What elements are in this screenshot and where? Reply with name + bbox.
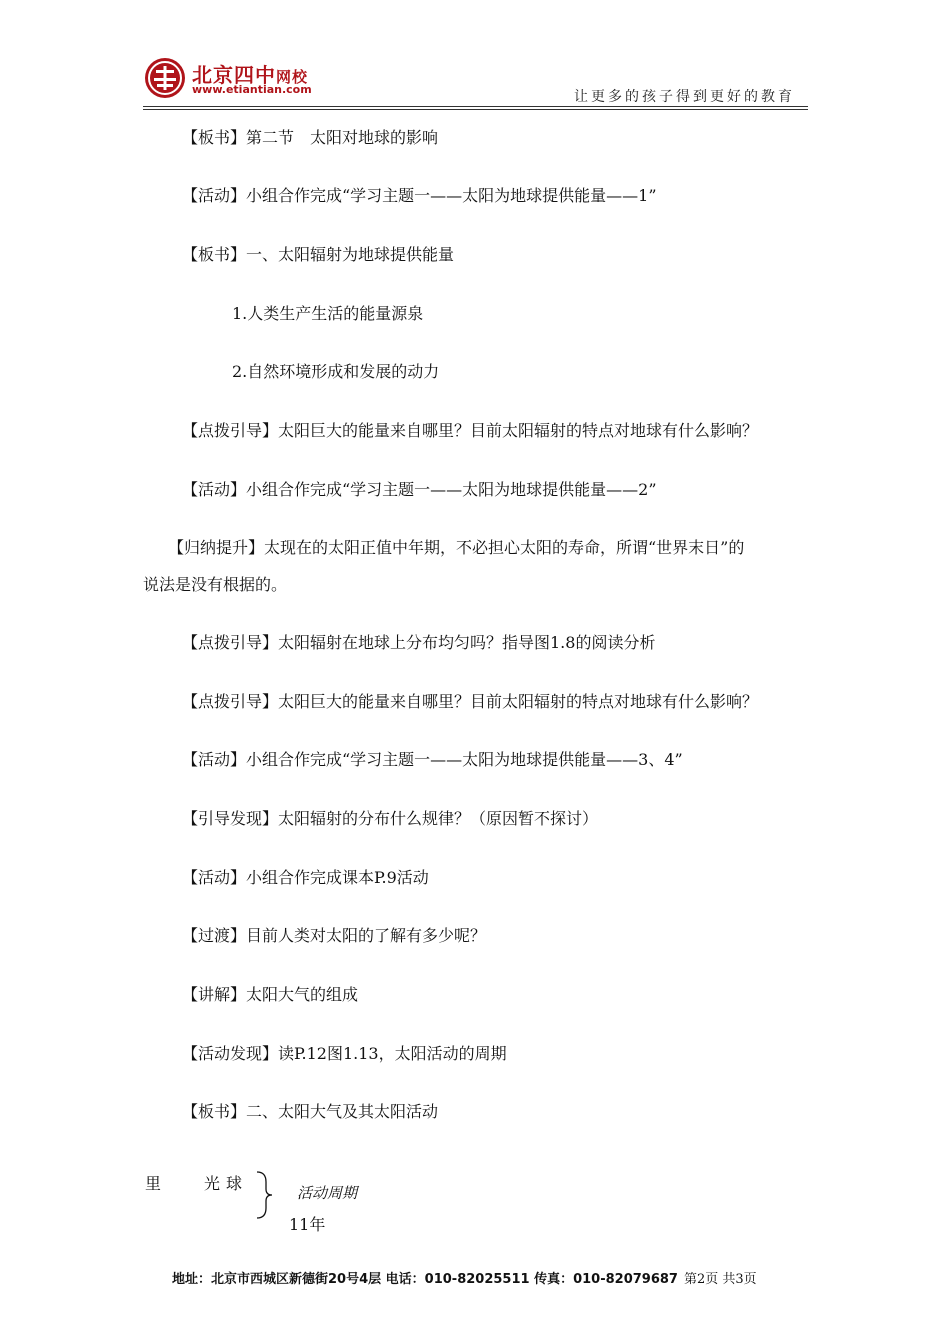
footer-address: 地址：北京市西城区新德街20号4层 电话：010-82025511 传真：010-82079687 — [172, 1272, 678, 1287]
diagram-activity-label: 活动周期 — [297, 1184, 358, 1202]
body-line: 【引导发现】太阳辐射的分布什么规律？（原因暂不探讨） — [182, 809, 599, 828]
header-divider — [143, 106, 808, 107]
page-number: 第2页 共3页 — [683, 1272, 757, 1287]
body-line: 【讲解】太阳大气的组成 — [182, 985, 359, 1004]
page-header — [0, 0, 950, 110]
body-line: 【板书】第二节 太阳对地球的影响 — [182, 128, 439, 147]
body-line: 说法是没有根据的。 — [143, 575, 288, 594]
logo-text-main: 北京四中 — [192, 63, 276, 87]
body-line: 【点拨引导】太阳巨大的能量来自哪里？目前太阳辐射的特点对地球有什么影响？ — [182, 692, 759, 711]
school-logo-icon — [143, 56, 187, 100]
logo-text-sub: 网校 — [276, 68, 309, 86]
diagram-layer-label: 光球 — [204, 1174, 249, 1193]
body-line: 【活动】小组合作完成课本P.9活动 — [182, 868, 429, 887]
page-footer — [172, 1268, 757, 1287]
body-line: 【点拨引导】太阳巨大的能量来自哪里？目前太阳辐射的特点对地球有什么影响？ — [182, 421, 759, 440]
body-line: 【点拨引导】太阳辐射在地球上分布均匀吗？指导图1.8的阅读分析 — [182, 633, 656, 652]
header-slogan: 让更多的孩子得到更好的教育 — [574, 89, 795, 105]
body-line: 【活动】小组合作完成“学习主题一——太阳为地球提供能量——3、4” — [182, 750, 683, 769]
body-line: 【板书】一、太阳辐射为地球提供能量 — [182, 245, 455, 264]
logo-url: www.etiantian.com — [192, 83, 312, 96]
body-line: 【过渡】目前人类对太阳的了解有多少呢？ — [182, 926, 487, 945]
body-line: 【活动发现】读P.12图1.13，太阳活动的周期 — [182, 1044, 507, 1063]
body-line: 【活动】小组合作完成“学习主题一——太阳为地球提供能量——1” — [182, 186, 657, 205]
diagram-left-char: 里 — [145, 1174, 162, 1193]
right-brace-icon — [254, 1170, 274, 1220]
diagram-period: 11年 — [289, 1215, 326, 1234]
header-divider-secondary — [143, 109, 808, 110]
body-line: 【板书】二、太阳大气及其太阳活动 — [182, 1102, 439, 1121]
body-line: 【活动】小组合作完成“学习主题一——太阳为地球提供能量——2” — [182, 480, 657, 499]
body-line: 【归纳提升】太现在的太阳正值中年期，不必担心太阳的寿命，所谓“世界末日”的 — [168, 538, 745, 557]
body-line: 1.人类生产生活的能量源泉 — [232, 304, 424, 323]
body-line: 2.自然环境形成和发展的动力 — [232, 362, 440, 381]
